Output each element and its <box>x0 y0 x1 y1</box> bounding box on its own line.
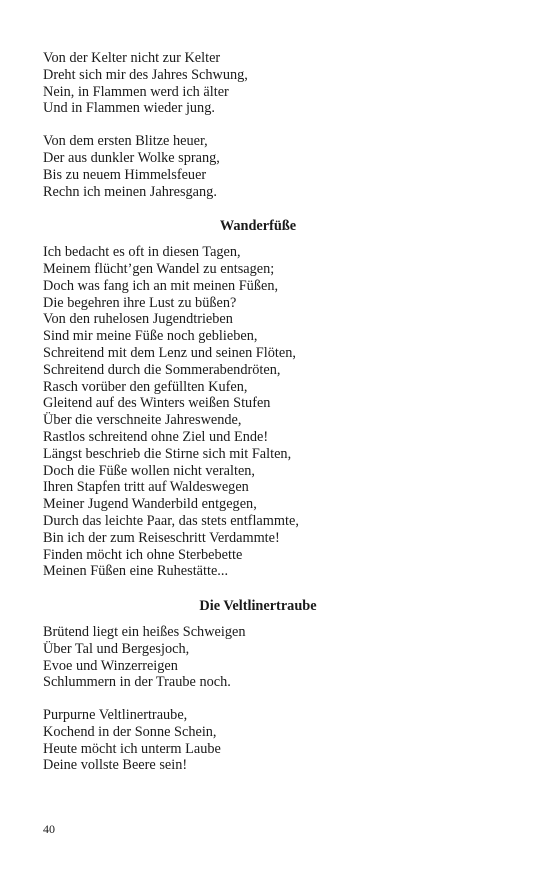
poem-line: Dreht sich mir des Jahres Schwung, <box>43 66 248 83</box>
poem-line: Rasch vorüber den gefüllten Kufen, <box>43 378 248 395</box>
poem-line: Doch was fang ich an mit meinen Füßen, <box>43 277 279 294</box>
section-gap <box>43 615 513 624</box>
poem-line: Kochend in der Sonne Schein, <box>43 723 217 740</box>
stanza-gap <box>43 691 513 707</box>
poem-line: Meinen Füßen eine Ruhestätte... <box>43 563 229 580</box>
poem-line: Schlummern in der Traube noch. <box>43 674 231 691</box>
poem-line: Evoe und Winzerreigen <box>43 657 178 674</box>
poem-line: Von dem ersten Blitze heuer, <box>43 133 208 150</box>
poem-line: Meinem flücht’gen Wandel zu entsagen; <box>43 260 275 277</box>
poem-2-body <box>43 244 513 580</box>
poem-line: Brütend liegt ein heißes Schweigen <box>43 623 246 640</box>
poem-3 <box>43 624 513 774</box>
poem-line: Durch das leichte Paar, das stets entflammte, <box>43 512 299 529</box>
poem-line: Der aus dunkler Wolke sprang, <box>43 149 220 166</box>
poem-line: Sind mir meine Füße noch geblieben, <box>43 328 258 345</box>
poem-line: Über Tal und Bergesjoch, <box>43 640 190 657</box>
poem-line: Von den ruhelosen Jugendtrieben <box>43 311 233 328</box>
section-gap <box>43 200 513 218</box>
poem-line: Schreitend durch die Sommerabendröten, <box>43 361 281 378</box>
stanza-gap <box>43 117 513 133</box>
poem-line: Meiner Jugend Wanderbild entgegen, <box>43 496 257 513</box>
poem-line: Die begehren ihre Lust zu büßen? <box>43 294 237 311</box>
section-gap <box>43 580 513 598</box>
poem-line: Deine vollste Beere sein! <box>43 757 188 774</box>
poem-page <box>43 50 513 774</box>
poem-line: Nein, in Flammen werd ich älter <box>43 83 229 100</box>
section-gap <box>43 235 513 244</box>
poem-3-stanza-2 <box>43 707 513 774</box>
poem-3-title: Die Veltlinertraube <box>199 598 317 615</box>
poem-line: Ihren Stapfen tritt auf Waldeswegen <box>43 479 249 496</box>
poem-line: Bin ich der zum Reiseschritt Verdammte! <box>43 529 280 546</box>
poem-1-stanza-2 <box>43 133 513 200</box>
poem-line: Rastlos schreitend ohne Ziel und Ende! <box>43 428 269 445</box>
poem-line: Gleitend auf des Winters weißen Stufen <box>43 395 271 412</box>
poem-1-stanza-1 <box>43 50 513 117</box>
poem-line: Heute möcht ich unterm Laube <box>43 740 221 757</box>
poem-line: Und in Flammen wieder jung. <box>43 100 215 117</box>
poem-2-title: Wanderfüße <box>219 218 297 235</box>
poem-1 <box>43 50 513 200</box>
poem-line: Von der Kelter nicht zur Kelter <box>43 50 221 66</box>
poem-line: Schreitend mit dem Lenz und seinen Flöten, <box>43 344 296 361</box>
poem-3-stanza-1 <box>43 624 513 691</box>
poem-line: Bis zu neuem Himmelsfeuer <box>43 166 207 183</box>
poem-line: Finden möcht ich ohne Sterbebette <box>43 546 243 563</box>
poem-line: Purpurne Veltlinertraube, <box>43 707 188 724</box>
poem-line: Doch die Füße wollen nicht veralten, <box>43 462 256 479</box>
poem-line: Längst beschrieb die Stirne sich mit Falten, <box>43 445 292 462</box>
poem-line: Über die verschneite Jahreswende, <box>43 412 242 429</box>
page-number: 40 <box>43 822 55 836</box>
poem-line: Rechn ich meinen Jahresgang. <box>43 183 217 200</box>
poem-line: Ich bedacht es oft in diesen Tagen, <box>43 244 241 261</box>
